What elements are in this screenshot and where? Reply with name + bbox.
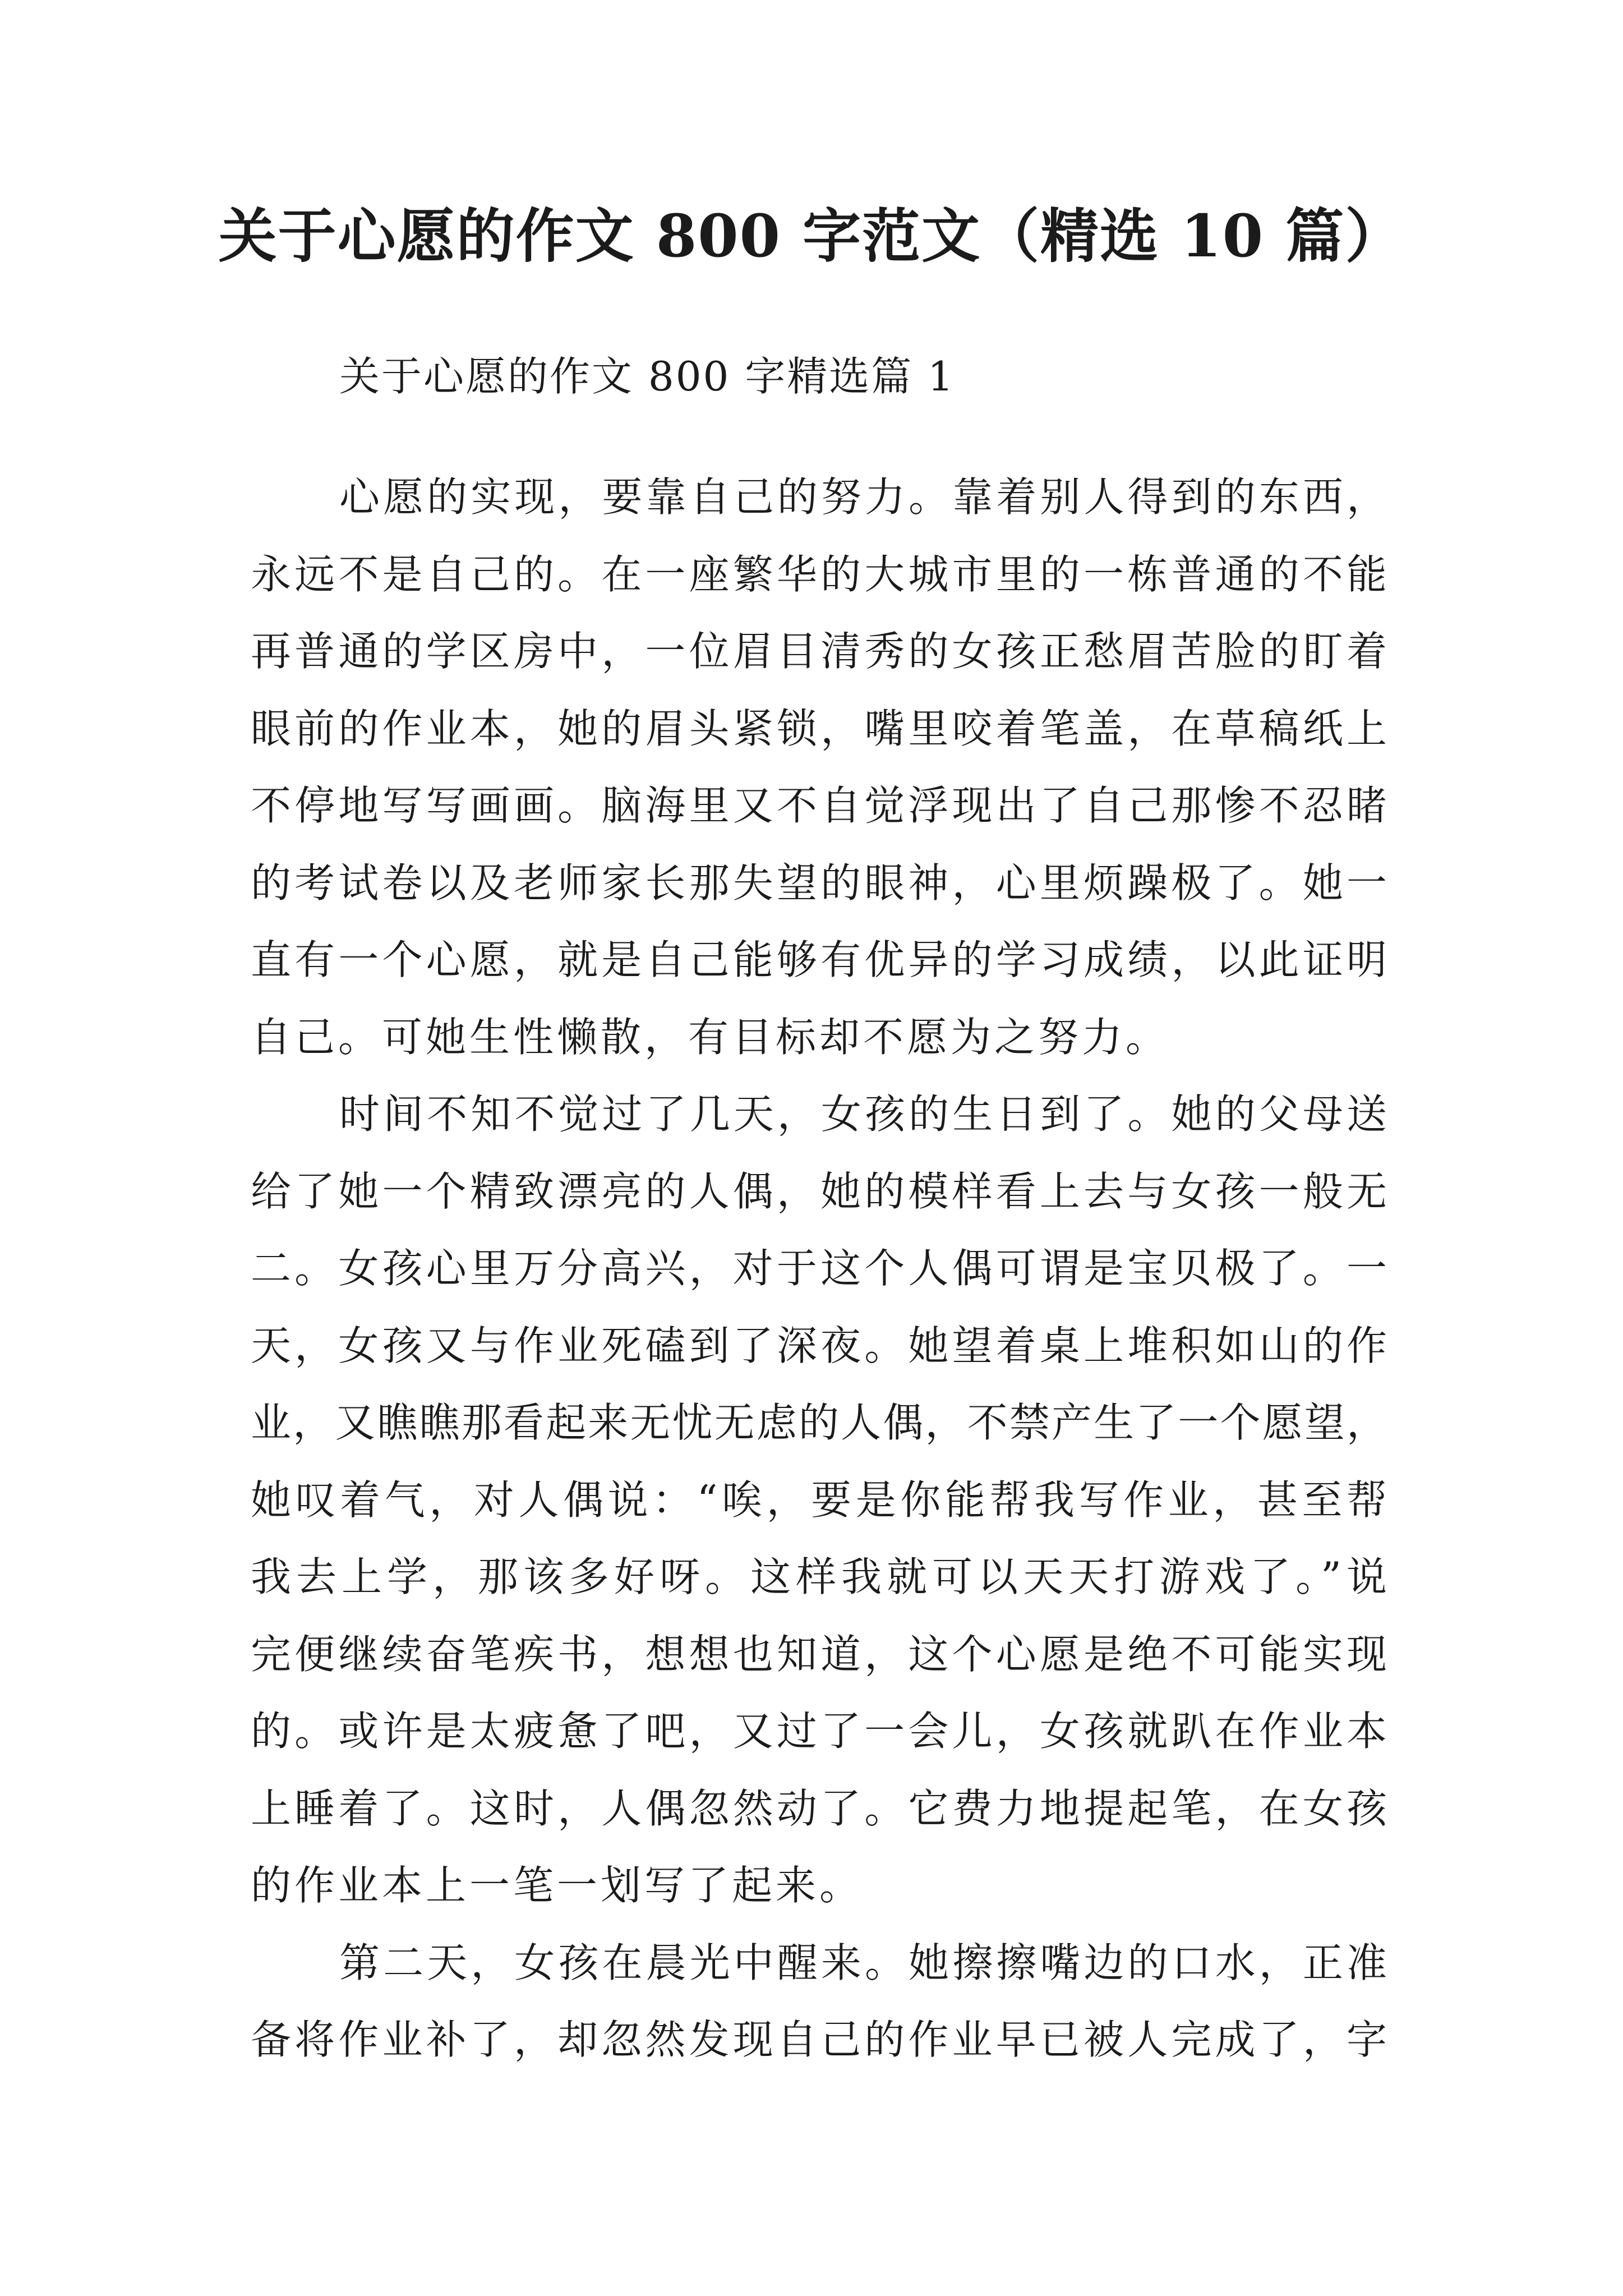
paragraph-2 — [251, 1076, 1387, 1925]
text-line: 直有一个心愿，就是自己能够有优异的学习成绩，以此证明 — [251, 936, 1387, 983]
document-title: 关于心愿的作文 800 字范文（精选 10 篇） — [218, 201, 1405, 270]
text-line: 业，又瞧瞧那看起来无忧无虑的人偶，不禁产生了一个愿望， — [251, 1399, 1387, 1446]
paragraph-1 — [251, 459, 1387, 1076]
section-heading: 关于心愿的作文 800 字精选篇 1 — [339, 353, 955, 400]
text-line: 的考试卷以及老师家长那失望的眼神，心里烦躁极了。她一 — [251, 859, 1387, 907]
text-line: 完便继续奋笔疾书，想想也知道，这个心愿是绝不可能实现 — [251, 1630, 1387, 1678]
text-line: 时间不知不觉过了几天，女孩的生日到了。她的父母送 — [339, 1091, 1387, 1138]
text-line: 上睡着了。这时，人偶忽然动了。它费力地提起笔，在女孩 — [251, 1784, 1387, 1832]
text-line: 二。女孩心里万分高兴，对于这个人偶可谓是宝贝极了。一 — [251, 1245, 1387, 1292]
text-line: 再普通的学区房中，一位眉目清秀的女孩正愁眉苦脸的盯着 — [251, 628, 1387, 675]
text-line: 自己。可她生性懒散，有目标却不愿为之努力。 — [251, 1013, 1170, 1061]
text-line: 第二天，女孩在晨光中醒来。她擦擦嘴边的口水，正准 — [339, 1939, 1387, 1986]
text-line: 的。或许是太疲惫了吧，又过了一会儿，女孩就趴在作业本 — [251, 1708, 1387, 1755]
text-line: 备将作业补了，却忽然发现自己的作业早已被人完成了，字 — [251, 2016, 1387, 2063]
text-line: 给了她一个精致漂亮的人偶，她的模样看上去与女孩一般无 — [251, 1167, 1387, 1215]
text-line: 不停地写写画画。脑海里又不自觉浮现出了自己那惨不忍睹 — [251, 782, 1387, 829]
text-line: 的作业本上一笔一划写了起来。 — [251, 1862, 864, 1909]
text-line: 眼前的作业本，她的眉头紧锁，嘴里咬着笔盖，在草稿纸上 — [251, 705, 1387, 752]
text-line: 她叹着气，对人偶说：“唉，要是你能帮我写作业，甚至帮 — [251, 1476, 1387, 1524]
text-line: 天，女孩又与作业死磕到了深夜。她望着桌上堆积如山的作 — [251, 1322, 1387, 1369]
text-line: 永远不是自己的。在一座繁华的大城市里的一栋普通的不能 — [251, 550, 1387, 598]
paragraph-3 — [251, 1925, 1387, 2079]
text-line: 心愿的实现，要靠自己的努力。靠着别人得到的东西， — [339, 473, 1387, 521]
text-line: 我去上学，那该多好呀。这样我就可以天天打游戏了。”说 — [251, 1553, 1387, 1600]
document-body — [251, 459, 1387, 2079]
